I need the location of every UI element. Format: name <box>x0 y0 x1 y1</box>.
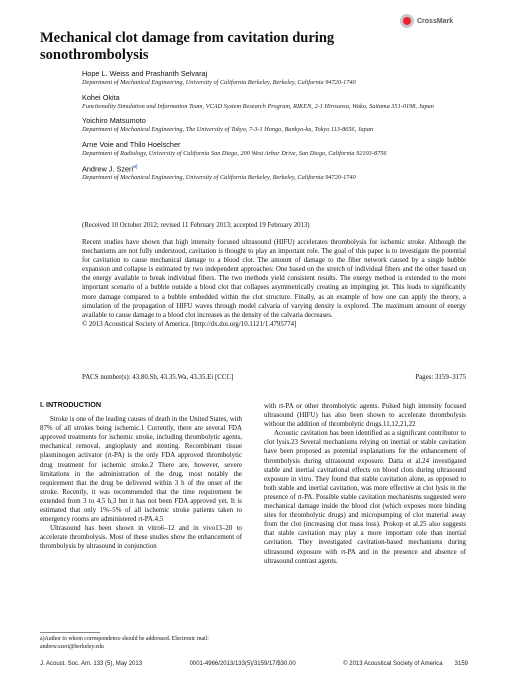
page-number: 3159 <box>454 661 468 667</box>
author-names <box>82 162 482 174</box>
footnote: a)Author to whom correspondence should be addressed. Electronic mail: andrew.szeri@berkeley.edu <box>40 636 209 650</box>
left-column <box>40 398 242 552</box>
correspondence-marker-link[interactable]: a) <box>133 164 138 170</box>
paragraph: Stroke is one of the leading causes of death in the United States, with 87% of all strokes being ischemic.1 Currently, there are several FDA approved treatments for ischemic stroke, including thrombolytic agents, mechanical removal, angioplasty and stenting. Recombinant tissue plasminogen activator (rt-PA) is the only FDA approved thrombolytic drug treatment for ischemic stroke.2 There are, however, severe limitations in the administration of the drug, most notably the requirement that the drug be delivered within 3 h of the onset of the stroke. Recently, it was recommended that the time requirement be extended from 3 to 4.5 h,3 but it has not been FDA approved yet. It is estimated that only 1%–5% of all ischemic stroke patients taken to emergency rooms are administered rt-PA.4,5 <box>40 416 242 524</box>
author-group <box>82 68 482 88</box>
page-range: Pages: 3159–3175 <box>415 374 466 381</box>
right-column <box>264 402 466 566</box>
copyright-doi-line[interactable]: © 2013 Acoustical Society of America. [http://dx.doi.org/10.1121/1.4795774] <box>82 320 297 328</box>
author-affiliation: Department of Radiology, University of California San Diego, 200 West Arbor Drive, San Diego, California 92103-8756 <box>82 149 387 157</box>
paragraph: Acoustic cavitation has been identified as a significant contributor to clot lysis.23 Several mechanisms relying on inertial or stable cavitation have been proposed as potential explanations for the enhancement of thrombolysis during ultrasound exposure. Datta et al.24 investigated stable and inertial cavitational effects on blood clots during ultrasound exposure in vitro. They found that stable cavitation alone, as opposed to both stable and inertial cavitation, was more effective at clot lysis in the presence of rt-PA. Possible stable cavitation mechanisms suggested were mechanical damage inside the blood clot (which exposes more binding sites for thrombolytic drugs) and micropumping of clot material away from the clot (increasing clot mass loss). Prokop et al.25 also suggests that stable cavitation may play a more important role than inertial cavitation. They investigated cavitation-based mechanisms during ultrasound exposure with rt-PA and in the presence and absence of ultrasound contrast agents. <box>264 430 466 565</box>
author-group <box>82 115 482 135</box>
crossmark-logo[interactable] <box>400 12 466 30</box>
received-dates: (Received 10 October 2012; revised 11 February 2013; accepted 19 February 2013) <box>82 222 310 229</box>
article-code: 0001-4966/2013/133(5)/3159/17/$30.00 <box>189 661 296 667</box>
paragraph: Ultrasound has been shown in vitro6–12 and in vivo13–20 to accelerate thrombolysis. Most of these studies show the enhancement of thrombolysis by ultrasound in conjunction <box>40 525 242 551</box>
abstract <box>82 238 466 329</box>
author-affiliation: Department of Mechanical Engineering, University of California Berkeley, Berkeley, California 94720-1740 <box>82 79 356 86</box>
crossmark-icon <box>400 14 414 28</box>
author-names: Hope L. Weiss and Prashanth Selvaraj <box>82 69 208 78</box>
paper-title: Mechanical clot damage from cavitation during sonothrombolysis <box>40 30 335 63</box>
page-footer <box>40 661 468 667</box>
author-names: Arne Voie and Thilo Hoelscher <box>82 139 181 149</box>
section-heading: I. INTRODUCTION <box>40 400 102 409</box>
footer-copyright: © 2013 Acoustical Society of America <box>343 661 443 667</box>
author-group <box>82 92 482 112</box>
author-affiliation: Department of Mechanical Engineering, The University of Tokyo, 7-3-1 Hongo, Bunkyo-ku, Tokyo 113-8656, Japan <box>82 126 374 133</box>
abstract-text: Recent studies have shown that high intensity focused ultrasound (HIFU) accelerates thrombolysis for ischemic stroke. Although the mechanisms are not fully understood, cavitation is thought to play an important role. The goal of this paper is to investigate the potential for cavitation to cause mechanical damage to a blood clot. The amount of damage to the fiber network caused by a single bubble expansion and collapse is estimated by two independent approaches: One based on the stretch of individual fibers and the other based on the energy available to break individual fibers. The two methods yield consistent results. The energy method is extended to the more important scenario of a bubble outside a blood clot that collapses asymmetrically creating an impinging jet. This leads to significantly more damage compared to a bubble embedded within the clot structure. Finally, as an example of how one can apply the theory, a simulation of the propagation of HIFU waves through model calvaria of varying density is explored. The maximum amount of energy available to cause damage to a blood clot increases as the density of the calvaria decreases. <box>82 239 466 319</box>
journal-citation: J. Acoust. Soc. Am. 133 (5), May 2013 <box>40 661 143 667</box>
author-list <box>82 68 482 187</box>
author-affiliation: Department of Mechanical Engineering, University of California Berkeley, Berkeley, California 94720-1740 <box>82 174 356 182</box>
footer-right <box>343 661 468 667</box>
author-name-text: Andrew J. Szeri <box>82 164 134 174</box>
crossmark-label: CrossMark <box>417 17 454 25</box>
pacs-line <box>82 374 466 381</box>
pacs-numbers: PACS number(s): 43.80.Sh, 43.35.Wa, 43.35.Ei [CCC] <box>82 374 234 381</box>
author-names: Yoichiro Matsumoto <box>82 116 146 125</box>
author-group <box>82 139 482 159</box>
author-affiliation: Functionality Simulation and Information Team, VCAD System Research Program, RIKEN, 2-1 Hirosawa, Wako, Saitama 351-0198, Japan <box>82 102 434 110</box>
paragraph: with rt-PA or other thrombolytic agents. Pulsed high intensity focused ultrasound (HIFU) has also been shown to accelerate thrombolysis without the addition of thrombolytic drugs.11,12,21,22 <box>264 403 466 429</box>
author-group <box>82 162 482 183</box>
author-names: Kohei Okita <box>82 92 120 102</box>
